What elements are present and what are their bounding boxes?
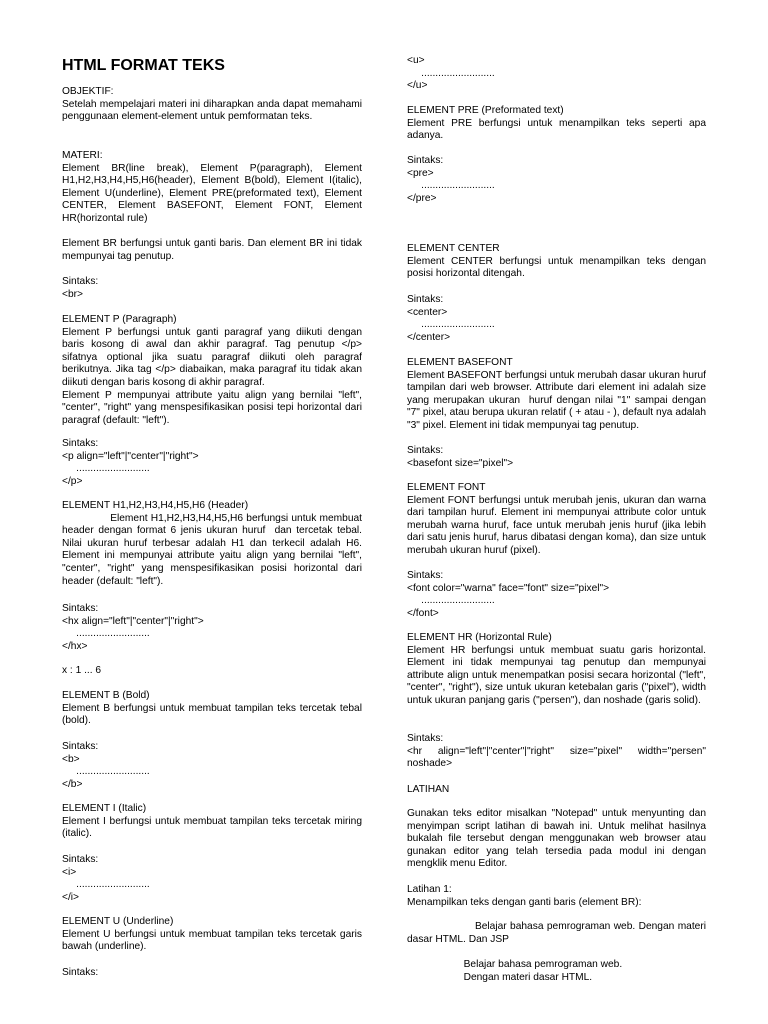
right-block bbox=[407, 570, 706, 620]
text-line: <p align="left"|"center"|"right"> bbox=[62, 450, 199, 462]
left-block bbox=[62, 690, 365, 728]
text-line: </p> bbox=[62, 475, 83, 487]
text-line: OBJEKTIF: bbox=[62, 86, 114, 97]
paragraph-text: Element FONT berfungsi untuk merubah jenis, ukuran dan warna dari tampilan huruf. Element ini mempunyai attribute color untuk merubah warna huruf, face untuk merubah jenis huruf (jika lebih dari satu jenis huruf, harus dibatasi dengan koma), dan size untuk merubah ukuran huruf (pixel). bbox=[407, 494, 709, 556]
left-block bbox=[62, 603, 362, 653]
text-line: </center> bbox=[407, 331, 451, 343]
right-block bbox=[407, 884, 706, 909]
paragraph-text: Element BR(line break), Element P(paragraph), Element H1,H2,H3,H4,H5,H6(header), Element B(bold), Element I(italic), Element U(underline), Element PRE(preformated text), Element CENTER, Element BASEFONT, Element FONT, Element HR(horizontal rule) bbox=[62, 162, 365, 224]
text-line: Latihan 1: bbox=[407, 884, 452, 895]
text-line: .......................... bbox=[62, 628, 150, 640]
text-line: Sintaks: bbox=[407, 733, 444, 744]
right-block bbox=[407, 733, 709, 771]
text-line: Dengan materi dasar HTML. bbox=[407, 971, 593, 983]
text-line: Sintaks: bbox=[62, 854, 99, 865]
text-line: ELEMENT H1,H2,H3,H4,H5,H6 (Header) bbox=[62, 500, 249, 511]
text-line: </font> bbox=[407, 607, 439, 619]
paragraph-text: Element BASEFONT berfungsi untuk merubah dasar ukuran huruf tampilan dari web browser. Attribute dari element ini adalah size yang merupakan ukuran huruf dengan nilai "1" sampai dengan "7" pixel, atau berupa ukuran relatif ( + atau - ), default nya adalah "3" pixel. Element ini tidak mempunyai tag penutup. bbox=[407, 369, 709, 431]
text-line: Sintaks: bbox=[407, 294, 444, 305]
text-line: .......................... bbox=[407, 595, 495, 607]
text-line: ELEMENT BASEFONT bbox=[407, 357, 513, 368]
left-block bbox=[62, 803, 365, 841]
text-line: ELEMENT PRE (Preformated text) bbox=[407, 105, 564, 116]
text-line: Sintaks: bbox=[407, 445, 444, 456]
text-line: .......................... bbox=[407, 67, 495, 79]
paragraph-text: Element H1,H2,H3,H4,H5,H6 berfungsi untuk membuat header dengan format 6 jenis ukuran huruf dan tercetak tebal. Nilai ukuran huruf terbesar adalah H1 dan terkecil adalah H6. Element ini mempunyai attribute yaitu align yang bernilai "left", "center", "right" yang menspesifikasikan posisi horizontal dari header (default: "left"). bbox=[62, 512, 365, 587]
left-block bbox=[62, 438, 362, 488]
text-line: LATIHAN bbox=[407, 784, 450, 795]
text-line: ELEMENT B (Bold) bbox=[62, 690, 150, 701]
text-line: Sintaks: bbox=[62, 276, 99, 287]
text-line: </u> bbox=[407, 80, 428, 92]
left-block bbox=[62, 967, 362, 980]
text-line: <i> bbox=[62, 866, 77, 878]
text-line: .......................... bbox=[62, 766, 150, 778]
text-line: MATERI: bbox=[62, 150, 103, 161]
text-line: <pre> bbox=[407, 167, 434, 179]
left-block bbox=[62, 854, 362, 904]
paragraph-text: Setelah mempelajari materi ini diharapkan anda dapat memahami penggunaan element-element untuk pemformatan teks. bbox=[62, 98, 365, 123]
text-line: .......................... bbox=[62, 879, 150, 891]
right-block bbox=[407, 294, 706, 344]
text-line: <center> bbox=[407, 306, 448, 318]
paragraph-text: Element P berfungsi untuk ganti paragraf yang diikuti dengan baris kosong di awal dan akhir paragraf. Tag penutup </p> sifatnya optional jika suatu paragraf diikuti oleh paragraf berikutnya. Jika tag </p> diabaikan, maka paragraf itu tidak akan diikuti dengan baris kosong di akhir paragraf. bbox=[62, 326, 365, 388]
text-line: ELEMENT I (Italic) bbox=[62, 803, 147, 814]
paragraph-text: Element CENTER berfungsi untuk menampilkan teks dengan posisi horizontal ditengah. bbox=[407, 255, 709, 280]
text-line: ELEMENT CENTER bbox=[407, 243, 500, 254]
document-title: HTML FORMAT TEKS bbox=[62, 57, 225, 74]
paragraph-text: Element HR berfungsi untuk membuat suatu garis horizontal. Element ini tidak mempunyai tag penutup dan mempunyai attribute align untuk menempatkan posisi secara horizontal ("left", "center", "right"), size untuk ukuran ketebalan garis ("pixel"), width untuk ukuran panjang garis ("persen"), dan noshade (garis solid). bbox=[407, 644, 709, 706]
right-block bbox=[407, 959, 706, 984]
left-block bbox=[62, 665, 362, 678]
left-block bbox=[62, 500, 365, 588]
left-block bbox=[62, 741, 362, 791]
text-line: Belajar bahasa pemrograman web. bbox=[407, 959, 623, 970]
text-line: </b> bbox=[62, 778, 83, 790]
text-line: Sintaks: bbox=[62, 741, 99, 752]
text-line: <b> bbox=[62, 753, 80, 765]
text-line: <font color="warna" face="font" size="pixel"> bbox=[407, 582, 610, 594]
text-line: <hx align="left"|"center"|"right"> bbox=[62, 615, 204, 627]
paragraph-text: Belajar bahasa pemrograman web. Dengan materi dasar HTML. Dan JSP bbox=[407, 921, 709, 945]
text-line: Sintaks: bbox=[407, 155, 444, 166]
right-block bbox=[407, 445, 706, 470]
left-block bbox=[62, 86, 365, 124]
text-line: Menampilkan teks dengan ganti baris (element BR): bbox=[407, 896, 642, 908]
text-line: ELEMENT HR (Horizontal Rule) bbox=[407, 632, 552, 643]
right-block bbox=[407, 632, 709, 708]
right-block bbox=[407, 243, 709, 281]
left-block bbox=[62, 314, 365, 427]
text-line: <u> bbox=[407, 55, 425, 66]
right-block bbox=[407, 808, 709, 871]
text-line: </pre> bbox=[407, 192, 437, 204]
text-line: ELEMENT P (Paragraph) bbox=[62, 314, 177, 325]
text-line: <basefont size="pixel"> bbox=[407, 457, 514, 469]
paragraph-text: Gunakan teks editor misalkan "Notepad" untuk menyunting dan menyimpan script latihan di bawah ini. Untuk melihat hasilnya bukalah file tersebut dengan menggunakan web browser atau gunakan editor yang telah tersedia pada modul ini dengan mengklik menu Editor. bbox=[407, 808, 709, 870]
paragraph-text: Element BR berfungsi untuk ganti baris. Dan element BR ini tidak mempunyai tag penutup. bbox=[62, 238, 365, 262]
left-block bbox=[62, 150, 365, 226]
text-line: .......................... bbox=[407, 180, 495, 192]
text-line: .......................... bbox=[407, 319, 495, 331]
text-line: </hx> bbox=[62, 640, 88, 652]
paragraph-text: Element I berfungsi untuk membuat tampilan teks tercetak miring (italic). bbox=[62, 815, 365, 840]
paragraph-text: Element B berfungsi untuk membuat tampilan teks tercetak tebal (bold). bbox=[62, 702, 365, 727]
paragraph-text: Element P mempunyai attribute yaitu align yang bernilai "left", "center", "right" yang menspesifikasikan posisi tepi horizontal dari paragraf (default: "left"). bbox=[62, 389, 365, 426]
right-block bbox=[407, 55, 706, 93]
text-line: x : 1 ... 6 bbox=[62, 665, 102, 676]
text-line: <br> bbox=[62, 288, 83, 300]
left-block bbox=[62, 276, 362, 301]
text-line: Sintaks: bbox=[407, 570, 444, 581]
right-block bbox=[407, 921, 709, 946]
right-block bbox=[407, 105, 709, 143]
right-block bbox=[407, 155, 706, 205]
text-line: </i> bbox=[62, 891, 79, 903]
right-block bbox=[407, 357, 709, 433]
paragraph-text: Element U berfungsi untuk membuat tampilan teks tercetak garis bawah (underline). bbox=[62, 928, 365, 953]
text-line: ELEMENT U (Underline) bbox=[62, 916, 174, 927]
right-block bbox=[407, 784, 706, 797]
text-line: .......................... bbox=[62, 463, 150, 475]
text-line: Sintaks: bbox=[62, 967, 99, 978]
left-block bbox=[62, 238, 365, 263]
text-line: ELEMENT FONT bbox=[407, 482, 486, 493]
paragraph-text: Element PRE berfungsi untuk menampilkan teks seperti apa adanya. bbox=[407, 117, 709, 142]
text-line: Sintaks: bbox=[62, 603, 99, 614]
right-block bbox=[407, 482, 709, 558]
text-line: Sintaks: bbox=[62, 438, 99, 449]
left-block bbox=[62, 916, 365, 954]
paragraph-text: <hr align="left"|"center"|"right" size="pixel" width="persen" noshade> bbox=[407, 745, 709, 770]
